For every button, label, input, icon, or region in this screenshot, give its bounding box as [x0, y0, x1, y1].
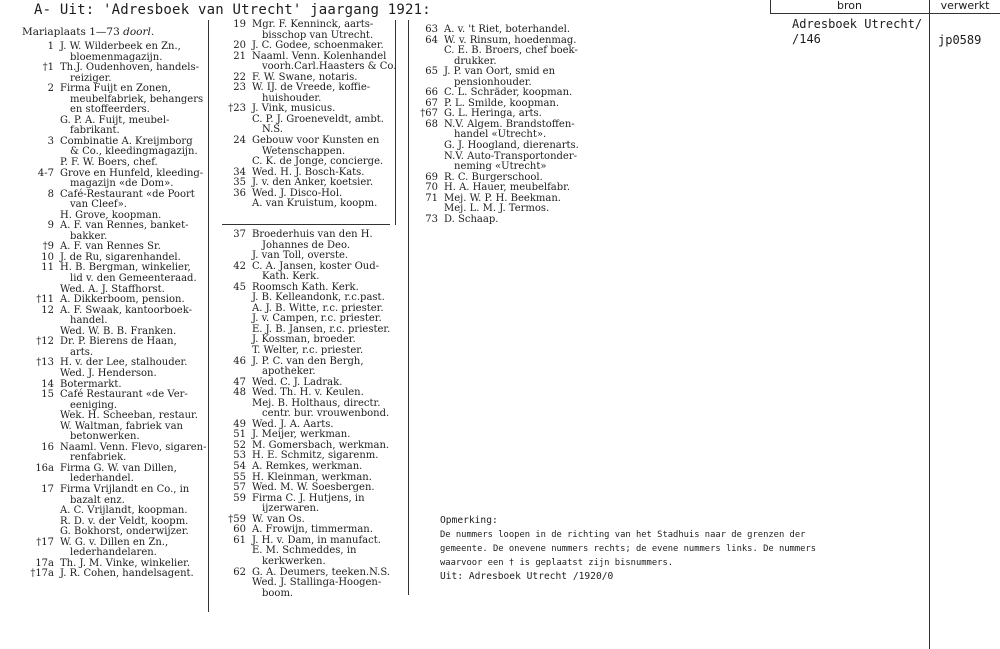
- entry-line: Wek. H. Scheeban, restaur.: [60, 410, 198, 422]
- entry-line: Johannes de Deo.: [262, 239, 350, 251]
- house-number: †11: [36, 294, 54, 306]
- note-line-2: gemeente. De onevene nummers rechts; de evene nummers links. De nummers: [440, 544, 817, 554]
- entry-line: N.V. Auto-Transportonder-: [444, 150, 577, 162]
- entry-line: & Co., kleedingmagazijn.: [70, 146, 198, 158]
- house-number: 37: [233, 229, 246, 240]
- column-1: [20, 42, 206, 580]
- entry-line: C. A. Jansen, koster Oud-: [252, 260, 380, 272]
- house-number: 3: [47, 135, 54, 147]
- address-entry: [20, 84, 206, 116]
- address-entry: [20, 221, 206, 242]
- entry-line: A. F. Swaak, kantoorboek-: [60, 304, 192, 316]
- entry-line: Wed. J. Henderson.: [60, 367, 157, 379]
- entry-line: F. W. Swane, notaris.: [252, 71, 358, 83]
- address-entry: [404, 67, 594, 88]
- house-number: 52: [233, 439, 246, 451]
- entry-line: lederhandelaren.: [70, 547, 157, 559]
- entry-line: J. P. C. van den Bergh,: [252, 355, 364, 367]
- house-number: †17: [36, 536, 54, 548]
- house-number: 63: [425, 24, 438, 35]
- entry-line: Th. J. M. Vinke, winkelier.: [60, 557, 191, 569]
- entry-line: Wed. J. Stallinga-Hoogen-: [252, 577, 382, 589]
- entry-line: W. G. v. Dillen en Zn.,: [60, 536, 169, 548]
- entry-line: renfabriek.: [70, 452, 127, 464]
- entry-line: Wed. W. B. B. Franken.: [60, 325, 177, 337]
- entry-line: H. E. Schmitz, sigarenm.: [252, 450, 379, 462]
- house-number: 53: [233, 450, 246, 462]
- entry-line: H. A. Hauer, meubelfabr.: [444, 182, 571, 194]
- entry-line: A. F. van Rennes, banket-: [60, 220, 189, 232]
- house-number: 10: [41, 251, 54, 263]
- entry-line: A. v. 't Riet, boterhandel.: [444, 24, 571, 35]
- note-line-3: waarvoor een † is geplaatst zijn bisnummers.: [440, 558, 674, 568]
- address-entry: [20, 137, 206, 158]
- house-number: 15: [41, 389, 54, 401]
- entry-line: A. C. Vrijlandt, koopman.: [60, 505, 188, 517]
- address-entry: [212, 399, 407, 420]
- entry-line: Mej. W. P. H. Beekman.: [444, 192, 561, 204]
- entry-line: P. L. Smilde, koopman.: [444, 97, 560, 109]
- house-number: 12: [41, 304, 54, 316]
- entry-line: Café Restaurant «de Ver-: [60, 389, 188, 401]
- entry-line: centr. bur. vrouwenbond.: [262, 408, 390, 420]
- entry-line: J. R. Cohen, handelsagent.: [60, 568, 194, 580]
- house-number: 57: [233, 482, 246, 494]
- address-entry: [20, 538, 206, 559]
- house-number: 16a: [35, 462, 54, 474]
- entry-line: Mej. L. M. J. Termos.: [444, 203, 550, 215]
- house-number: 64: [425, 34, 438, 46]
- entry-line: P. F. W. Boers, chef.: [60, 157, 158, 169]
- address-entry: [20, 63, 206, 84]
- house-number: 42: [233, 260, 246, 272]
- column-rule-1: [208, 20, 209, 612]
- address-entry: [20, 390, 206, 411]
- house-number: 8: [47, 188, 54, 200]
- entry-line: A. F. van Rennes Sr.: [60, 241, 161, 253]
- house-number: †9: [42, 241, 54, 253]
- entry-line: J. Vink, musicus.: [252, 103, 336, 115]
- entry-line: reiziger.: [70, 72, 112, 84]
- entry-line: ijzerwaren.: [262, 503, 320, 515]
- house-number: †59: [228, 513, 246, 525]
- entry-line: Mgr. F. Kenninck, aarts-: [252, 19, 374, 30]
- address-entry: [20, 485, 206, 506]
- entry-line: A. Frowijn, timmerman.: [252, 524, 373, 536]
- address-entry: [20, 337, 206, 358]
- entry-line: G. L. Heringa, arts.: [444, 108, 542, 120]
- entry-line: J. P. van Oort, smid en: [444, 66, 556, 78]
- column-2-bottom: [212, 230, 407, 599]
- entry-line: N.S.: [262, 124, 283, 136]
- entry-line: W. v. Rinsum, hoedenmag.: [444, 34, 577, 46]
- entry-line: Firma G. W. van Dillen,: [60, 462, 177, 474]
- entry-line: J. Kossman, broeder.: [252, 334, 356, 346]
- entry-line: W. van Os.: [252, 513, 305, 525]
- address-entry: [212, 262, 407, 283]
- house-number: 36: [233, 187, 246, 199]
- address-entry: [20, 116, 206, 137]
- entry-line: A. van Kruistum, koopm.: [252, 198, 378, 210]
- entry-line: boom.: [262, 587, 294, 599]
- entry-line: J. Meijer, werkman.: [252, 429, 351, 441]
- entry-line: D. Schaap.: [444, 213, 499, 225]
- entry-line: pensionhouder.: [454, 76, 532, 88]
- note-source: Uit: Adresboek Utrecht /1920/0: [440, 571, 614, 582]
- house-number: 14: [41, 378, 54, 390]
- column-2-top: [212, 20, 397, 210]
- entry-line: J. van Toll, overste.: [252, 250, 349, 262]
- house-number: †23: [228, 103, 246, 115]
- house-number: 2: [47, 83, 54, 95]
- address-entry: [20, 263, 206, 284]
- house-number: 68: [425, 118, 438, 130]
- entry-line: neming «Utrecht»: [454, 161, 547, 173]
- entry-line: A. Remkes, werkman.: [252, 461, 363, 473]
- address-entry: [212, 83, 397, 104]
- entry-line: T. Welter, r.c. priester.: [252, 345, 364, 357]
- address-entry: [212, 136, 397, 157]
- entry-line: magazijn «de Dom».: [70, 178, 174, 190]
- house-number: 24: [233, 135, 246, 147]
- house-number: 21: [233, 50, 246, 62]
- address-entry: [212, 20, 397, 41]
- entry-line: G. P. A. Fuijt, meubel-: [60, 114, 170, 126]
- entry-line: Wetenschappen.: [262, 145, 346, 157]
- house-number: 17a: [35, 557, 54, 569]
- entry-line: J. B. Kelleandonk, r.c.past.: [252, 292, 385, 304]
- entry-line: Roomsch Kath. Kerk.: [252, 281, 359, 293]
- note-heading: Opmerking:: [440, 515, 498, 526]
- street-heading: [22, 26, 154, 38]
- address-entry: [212, 546, 407, 567]
- entry-line: Broederhuis van den H.: [252, 229, 373, 240]
- address-entry: [404, 141, 594, 152]
- house-number: 51: [233, 429, 246, 441]
- entry-line: drukker.: [454, 55, 497, 67]
- house-number: 61: [233, 534, 246, 546]
- verwerkt-column-line: [929, 0, 930, 649]
- entry-line: Firma C. J. Hutjens, in: [252, 492, 365, 504]
- address-entry: [20, 158, 206, 169]
- entry-line: W. Waltman, fabriek van: [60, 420, 183, 432]
- entry-line: Firma Vrijlandt en Co., in: [60, 483, 190, 495]
- entry-line: Grove en Hunfeld, kleeding-: [60, 167, 204, 179]
- entry-line: arts.: [70, 346, 94, 358]
- house-number: 47: [233, 376, 246, 388]
- entry-line: betonwerken.: [70, 431, 140, 443]
- entry-line: lid v. den Gemeenteraad.: [70, 273, 197, 285]
- entry-line: huishouder.: [262, 92, 322, 104]
- address-entry: [20, 190, 206, 211]
- entry-line: Wed. H. J. Bosch-Kats.: [252, 166, 365, 178]
- address-entry: [20, 569, 206, 580]
- entry-line: voorh.Carl.Haasters & Co.: [262, 61, 397, 73]
- house-number: 67: [425, 97, 438, 109]
- entry-line: Botermarkt.: [60, 378, 122, 390]
- entry-line: J. H. v. Dam, in manufact.: [252, 534, 381, 546]
- address-entry: [20, 42, 206, 63]
- address-entry: [404, 25, 594, 36]
- entry-line: lederhandel.: [70, 473, 134, 485]
- house-number: 4-7: [37, 167, 54, 179]
- entry-line: Wed. C. J. Ladrak.: [252, 376, 343, 388]
- entry-line: meubelfabriek, behangers: [70, 93, 204, 105]
- entry-line: R. C. Burgerschool.: [444, 171, 543, 183]
- house-number: 22: [233, 71, 246, 83]
- page-title: A- Uit: 'Adresboek van Utrecht' jaargang 1921:: [34, 2, 431, 18]
- house-number: 34: [233, 166, 246, 178]
- address-entry: [212, 115, 397, 136]
- entry-line: J. v. den Anker, koetsier.: [252, 177, 374, 189]
- verwerkt-header: verwerkt: [940, 0, 990, 12]
- bron-value: Adresboek Utrecht/ /146: [792, 17, 923, 46]
- house-number: 17: [41, 483, 54, 495]
- entry-line: H. B. Bergman, winkelier,: [60, 262, 191, 274]
- entry-line: C. E. B. Broers, chef boek-: [444, 45, 578, 57]
- address-entry: [212, 578, 407, 599]
- entry-line: J. W. Wilderbeek en Zn.,: [60, 41, 181, 52]
- house-number: 69: [425, 171, 438, 183]
- entry-line: Dr. P. Bierens de Haan,: [60, 336, 177, 348]
- house-number: 62: [233, 566, 246, 578]
- entry-line: van Cleef».: [70, 199, 127, 211]
- house-number: 23: [233, 82, 246, 94]
- entry-line: A. J. B. Witte, r.c. priester.: [252, 302, 384, 314]
- entry-line: Gebouw voor Kunsten en: [252, 135, 380, 147]
- house-number: 70: [425, 182, 438, 194]
- address-entry: [404, 120, 594, 141]
- street-name: Mariaplaats: [22, 26, 86, 38]
- entry-line: H. Kleinman, werkman.: [252, 471, 372, 483]
- address-entry: [212, 357, 407, 378]
- entry-line: C. P. J. Groeneveldt, ambt.: [252, 113, 384, 125]
- entry-line: A. Dikkerboom, pension.: [60, 294, 185, 306]
- address-entry: [212, 346, 407, 357]
- entry-line: Wed. J. A. Aarts.: [252, 418, 334, 430]
- house-number: 1: [47, 41, 54, 52]
- address-entry: [212, 230, 407, 251]
- entry-line: G. Bokhorst, onderwijzer.: [60, 526, 189, 538]
- entry-line: Wed. M. W. Soesbergen.: [252, 482, 375, 494]
- note-line-1: De nummers loopen in de richting van het Stadhuis naar de grenzen der: [440, 530, 806, 540]
- entry-line: E. M. Schmeddes, in: [252, 545, 357, 557]
- house-number: †12: [36, 336, 54, 348]
- entry-line: E. J. B. Jansen, r.c. priester.: [252, 323, 391, 335]
- address-entry: [20, 422, 206, 443]
- entry-line: Naaml. Venn. Flevo, sigaren-: [60, 441, 207, 453]
- entry-line: N.V. Algem. Brandstoffen-: [444, 118, 575, 130]
- entry-line: Wed. A. J. Staffhorst.: [60, 283, 165, 295]
- address-entry: [20, 464, 206, 485]
- house-number: 35: [233, 177, 246, 189]
- house-number: 16: [41, 441, 54, 453]
- street-suffix: doorl.: [123, 26, 155, 38]
- house-number: 48: [233, 387, 246, 399]
- house-number: 55: [233, 471, 246, 483]
- house-number: †17a: [30, 568, 54, 580]
- street-range: 1—73: [89, 26, 120, 38]
- entry-line: Kath. Kerk.: [262, 271, 320, 283]
- address-entry: [20, 306, 206, 327]
- entry-line: Café-Restaurant «de Poort: [60, 188, 195, 200]
- entry-line: G. A. Deumers, teeken.N.S.: [252, 566, 391, 578]
- entry-line: en stoffeerders.: [70, 104, 150, 116]
- address-entry: [20, 369, 206, 380]
- entry-line: M. Gomersbach, werkman.: [252, 439, 390, 451]
- bron-header: bron: [837, 0, 862, 12]
- entry-line: fabrikant.: [70, 125, 120, 137]
- entry-line: H. Grove, koopman.: [60, 209, 162, 221]
- entry-line: W. IJ. de Vreede, koffie-: [252, 82, 371, 94]
- address-entry: [212, 199, 397, 210]
- entry-line: J. C. Godee, schoenmaker.: [252, 40, 384, 52]
- address-entry: [404, 46, 594, 67]
- house-number: 60: [233, 524, 246, 536]
- address-entry: [404, 152, 594, 173]
- house-number: 49: [233, 418, 246, 430]
- house-number: 11: [41, 262, 54, 274]
- entry-line: Wed. J. Disco-Hol.: [252, 187, 343, 199]
- house-number: †13: [36, 357, 54, 369]
- entry-line: R. D. v. der Veldt, koopm.: [60, 515, 189, 527]
- address-entry: [212, 52, 397, 73]
- entry-line: handel «Utrecht».: [454, 129, 547, 141]
- entry-line: handel.: [70, 315, 108, 327]
- house-number: †1: [42, 62, 54, 74]
- house-number: 71: [425, 192, 438, 204]
- address-entry: [20, 169, 206, 190]
- entry-line: Th.J. Oudenhoven, handels-: [60, 62, 199, 74]
- entry-line: bloemenmagazijn.: [70, 51, 163, 63]
- entry-line: H. v. der Lee, stalhouder.: [60, 357, 188, 369]
- entry-line: bazalt enz.: [70, 494, 125, 506]
- address-entry: [404, 215, 594, 226]
- entry-line: C. K. de Jonge, concierge.: [252, 156, 384, 168]
- address-entry: [212, 462, 407, 473]
- house-number: 59: [233, 492, 246, 504]
- column-section-rule: [222, 224, 390, 225]
- entry-line: Mej. B. Holthaus, directr.: [252, 397, 381, 409]
- entry-line: kerkwerken.: [262, 555, 326, 567]
- house-number: 45: [233, 281, 246, 293]
- house-number: †67: [420, 108, 438, 120]
- house-number: 19: [233, 19, 246, 30]
- entry-line: bisschop van Utrecht.: [262, 29, 374, 41]
- entry-line: J. de Ru, sigarenhandel.: [60, 251, 181, 263]
- house-number: 20: [233, 40, 246, 52]
- address-entry: [212, 494, 407, 515]
- house-number: 46: [233, 355, 246, 367]
- entry-line: bakker.: [70, 230, 108, 242]
- column-3: [404, 25, 594, 225]
- house-number: 73: [425, 213, 438, 225]
- header-box-bottom-line: [770, 13, 1000, 14]
- verwerkt-value: jp0589: [938, 33, 982, 47]
- note-block: [440, 514, 820, 584]
- house-number: 66: [425, 87, 438, 99]
- entry-line: J. v. Campen, r.c. priester.: [252, 313, 382, 325]
- entry-line: Combinatie A. Kreijmborg: [60, 135, 193, 147]
- entry-line: C. L. Schräder, koopman.: [444, 87, 573, 99]
- entry-line: Firma Fuijt en Zonen,: [60, 83, 171, 95]
- house-number: 65: [425, 66, 438, 78]
- entry-line: apotheker.: [262, 366, 316, 378]
- entry-line: Naaml. Venn. Kolenhandel: [252, 50, 387, 62]
- house-number: 9: [47, 220, 54, 232]
- address-entry: [20, 443, 206, 464]
- entry-line: Wed. Th. H. v. Keulen.: [252, 387, 364, 399]
- house-number: 54: [233, 461, 246, 473]
- entry-line: G. J. Hoogland, dierenarts.: [444, 140, 579, 152]
- entry-line: eeniging.: [70, 399, 118, 411]
